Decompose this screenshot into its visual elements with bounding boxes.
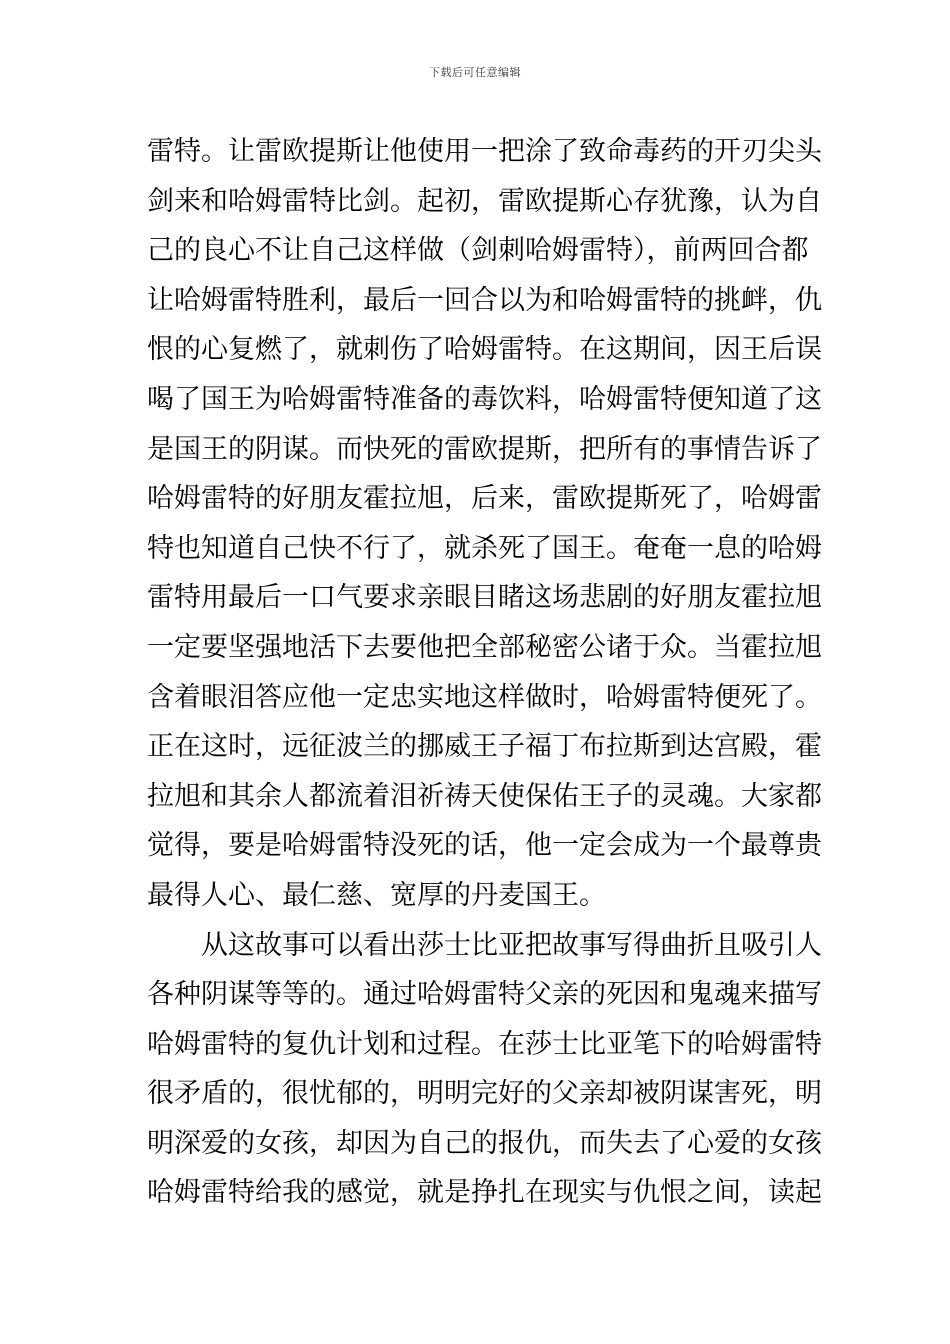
text-line: 恨的心复燃了，就刺伤了哈姆雷特。在这期间，因王后误 <box>147 334 822 366</box>
text-line-indented: 从这故事可以看出莎士比亚把故事写得曲折且吸引人 <box>201 929 822 961</box>
text-line: 哈姆雷特的复仇计划和过程。在莎士比亚笔下的哈姆雷特 <box>147 1028 822 1060</box>
body-text <box>147 127 822 1218</box>
text-line: 雷特。让雷欧提斯让他使用一把涂了致命毒药的开刃尖头 <box>147 136 822 167</box>
text-line: 明深爱的女孩，却因为自己的报仇，而失去了心爱的女孩 <box>147 1127 822 1159</box>
text-line: 拉旭和其余人都流着泪祈祷天使保佑王子的灵魂。大家都 <box>147 780 822 812</box>
text-line: 特也知道自己快不行了，就杀死了国王。奄奄一息的哈姆 <box>147 532 822 564</box>
text-line: 一定要坚强地活下去要他把全部秘密公诸于众。当霍拉旭 <box>147 631 822 663</box>
paragraph <box>147 921 822 1219</box>
text-line: 正在这时，远征波兰的挪威王子福丁布拉斯到达宫殿，霍 <box>147 731 822 763</box>
text-line: 喝了国王为哈姆雷特准备的毒饮料，哈姆雷特便知道了这 <box>147 383 822 415</box>
text-line: 最得人心、最仁慈、宽厚的丹麦国王。 <box>147 879 606 911</box>
text-line: 哈姆雷特的好朋友霍拉旭，后来，雷欧提斯死了，哈姆雷 <box>147 483 822 515</box>
paragraph <box>147 127 822 921</box>
text-line: 是国王的阴谋。而快死的雷欧提斯，把所有的事情告诉了 <box>147 433 822 465</box>
text-line: 雷特用最后一口气要求亲眼目睹这场悲剧的好朋友霍拉旭 <box>147 582 822 614</box>
text-line: 己的良心不让自己这样做（剑刺哈姆雷特），前两回合都 <box>147 235 809 267</box>
text-line: 各种阴谋等等的。通过哈姆雷特父亲的死因和鬼魂来描写 <box>147 979 822 1011</box>
text-line: 哈姆雷特给我的感觉，就是挣扎在现实与仇恨之间，读起 <box>147 1177 822 1209</box>
text-line: 很矛盾的，很忧郁的，明明完好的父亲却被阴谋害死，明 <box>147 1078 822 1110</box>
text-line: 剑来和哈姆雷特比剑。起初，雷欧提斯心存犹豫，认为自 <box>147 185 822 217</box>
text-line: 含着眼泪答应他一定忠实地这样做时，哈姆雷特便死了。 <box>147 681 822 713</box>
text-line: 觉得，要是哈姆雷特没死的话，他一定会成为一个最尊贵 <box>147 830 822 862</box>
text-line: 让哈姆雷特胜利，最后一回合以为和哈姆雷特的挑衅，仇 <box>147 284 822 316</box>
page-header: 下载后可任意编辑 <box>429 66 521 79</box>
